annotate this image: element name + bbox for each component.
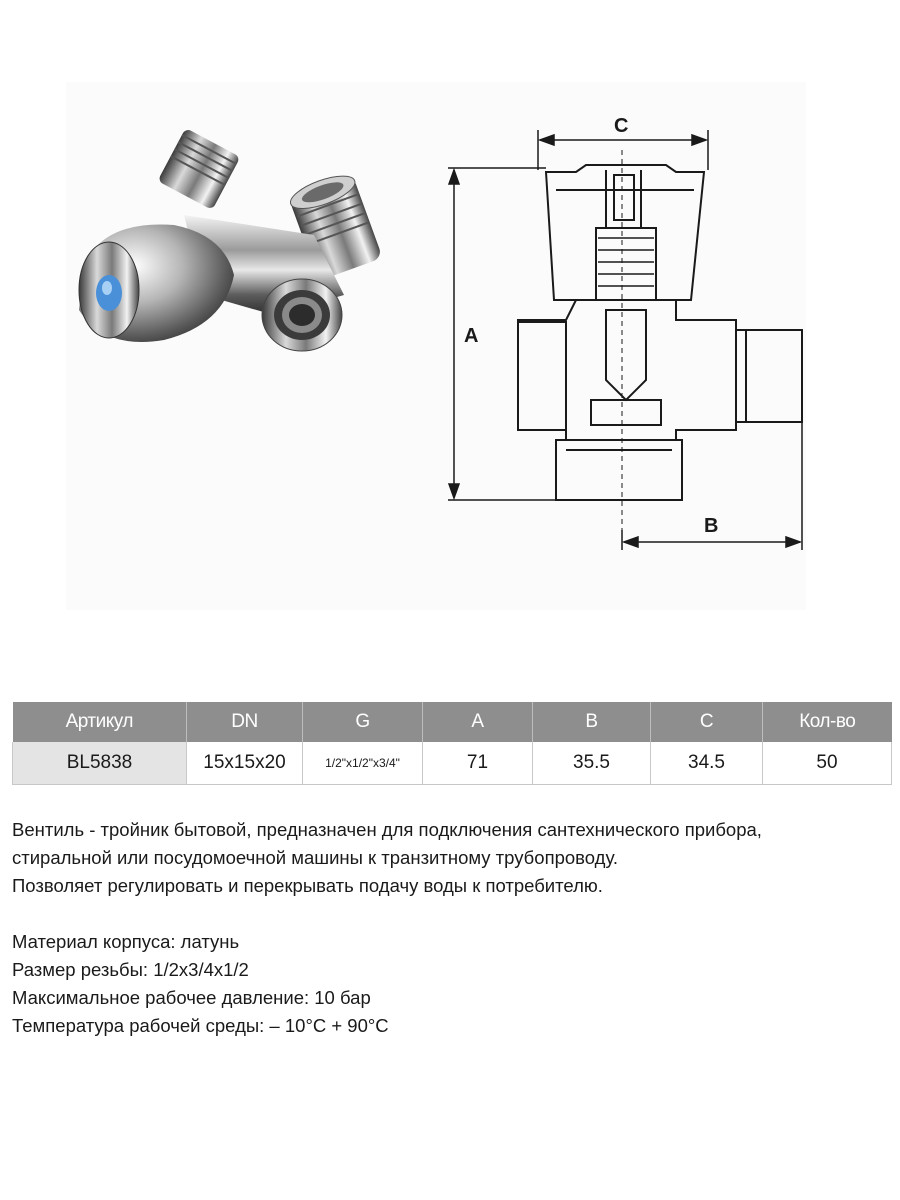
header-article: Артикул bbox=[13, 702, 187, 742]
cell-c: 34.5 bbox=[651, 742, 763, 785]
table-row bbox=[13, 742, 892, 785]
header-c: C bbox=[651, 702, 763, 742]
cell-a: 71 bbox=[423, 742, 533, 785]
spec-thread: Размер резьбы: 1/2х3/4х1/2 bbox=[12, 959, 249, 980]
description-line: Позволяет регулировать и перекрывать подачу воды к потребителю. bbox=[12, 875, 603, 896]
header-quantity: Кол-во bbox=[763, 702, 892, 742]
dimension-b-label: B bbox=[704, 515, 719, 537]
description-line: Вентиль - тройник бытовой, предназначен для подключения сантехнического прибора, bbox=[12, 819, 762, 840]
dimension-a-label: A bbox=[464, 325, 479, 347]
spec-material: Материал корпуса: латунь bbox=[12, 931, 240, 952]
header-b: B bbox=[533, 702, 651, 742]
dimension-c-label: C bbox=[614, 115, 629, 137]
spec-pressure: Максимальное рабочее давление: 10 бар bbox=[12, 987, 371, 1008]
header-a: A bbox=[423, 702, 533, 742]
cell-b: 35.5 bbox=[533, 742, 651, 785]
product-description bbox=[12, 816, 892, 1040]
dimension-drawing bbox=[436, 110, 816, 560]
cell-article: BL5838 bbox=[13, 742, 187, 785]
spec-temperature: Температура рабочей среды: – 10°С + 90°С bbox=[12, 1015, 389, 1036]
description-line: стиральной или посудомоечной машины к транзитному трубопроводу. bbox=[12, 847, 619, 868]
product-photo bbox=[64, 125, 394, 385]
cell-dn: 15x15x20 bbox=[187, 742, 303, 785]
cell-g: 1/2"x1/2"x3/4" bbox=[303, 742, 423, 785]
cell-quantity: 50 bbox=[763, 742, 892, 785]
spec-table bbox=[12, 702, 892, 785]
table-header-row bbox=[13, 702, 892, 742]
header-dn: DN bbox=[187, 702, 303, 742]
header-g: G bbox=[303, 702, 423, 742]
